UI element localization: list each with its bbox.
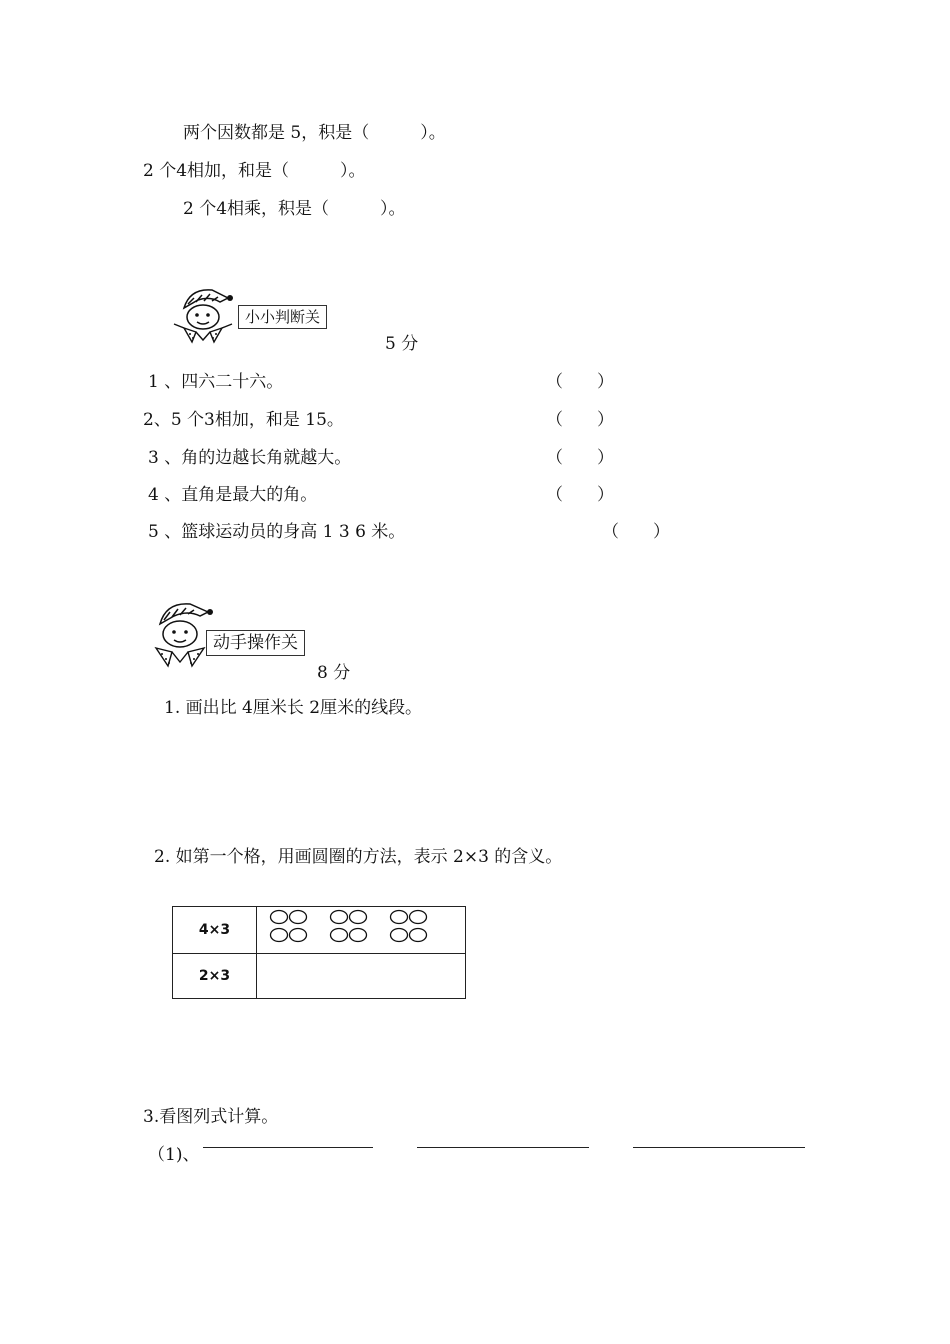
judge-item-2: 2、5 个3相加，和是 15。 — [143, 410, 344, 430]
fill-line-3: 2 个4相乘，积是（ ）。 — [183, 199, 406, 219]
answer-line-2[interactable] — [417, 1147, 589, 1148]
circle-mark — [410, 929, 427, 942]
circle-mark — [350, 929, 367, 942]
section-badge-hands: 动手操作关 — [206, 630, 305, 656]
circle-mark — [391, 911, 408, 924]
judge-item-3: 3 、角的边越长角就越大。 — [148, 448, 352, 468]
answer-line-1[interactable] — [203, 1147, 373, 1148]
section-score-judge: 5 分 — [385, 334, 419, 354]
judge-paren-2[interactable]: （ ） — [546, 410, 614, 430]
hands-q2: 2. 如第一个格，用画圆圈的方法，表示 2×3 的含义。 — [154, 847, 563, 867]
judge-item-4: 4 、直角是最大的角。 — [148, 485, 318, 505]
circle-mark — [290, 929, 307, 942]
circle-mark — [350, 911, 367, 924]
table-label-4x3: 4×3 — [173, 907, 257, 954]
circle-mark — [331, 929, 348, 942]
judge-paren-4[interactable]: （ ） — [546, 485, 614, 505]
circle-mark — [271, 929, 288, 942]
circle-mark — [290, 911, 307, 924]
table-cell-answer[interactable] — [257, 954, 466, 999]
circle-mark — [331, 911, 348, 924]
hands-q1: 1. 画出比 4厘米长 2厘米的线段。 — [164, 698, 423, 718]
fill-line-1: 两个因数都是 5，积是（ ）。 — [183, 123, 446, 143]
table-label-2x3: 2×3 — [173, 954, 257, 999]
table-cell-example — [257, 907, 466, 954]
judge-paren-5[interactable]: （ ） — [602, 522, 670, 542]
circle-table — [172, 906, 466, 999]
clown-icon — [170, 284, 240, 344]
hands-q3: 3.看图列式计算。 — [143, 1107, 279, 1127]
section-badge-judge: 小小判断关 — [238, 305, 327, 329]
circle-mark — [410, 911, 427, 924]
judge-paren-1[interactable]: （ ） — [546, 372, 614, 392]
circle-groups — [257, 907, 465, 949]
hands-q3-sub: （1)、 — [148, 1145, 200, 1165]
circle-mark — [391, 929, 408, 942]
judge-item-5: 5 、篮球运动员的身高 1 3 6 米。 — [148, 522, 406, 542]
judge-paren-3[interactable]: （ ） — [546, 448, 614, 468]
answer-line-3[interactable] — [633, 1147, 805, 1148]
circle-mark — [271, 911, 288, 924]
fill-line-2: 2 个4相加，和是（ ）。 — [143, 161, 366, 181]
section-score-hands: 8 分 — [317, 663, 351, 683]
judge-item-1: 1 、四六二十六。 — [148, 372, 284, 392]
